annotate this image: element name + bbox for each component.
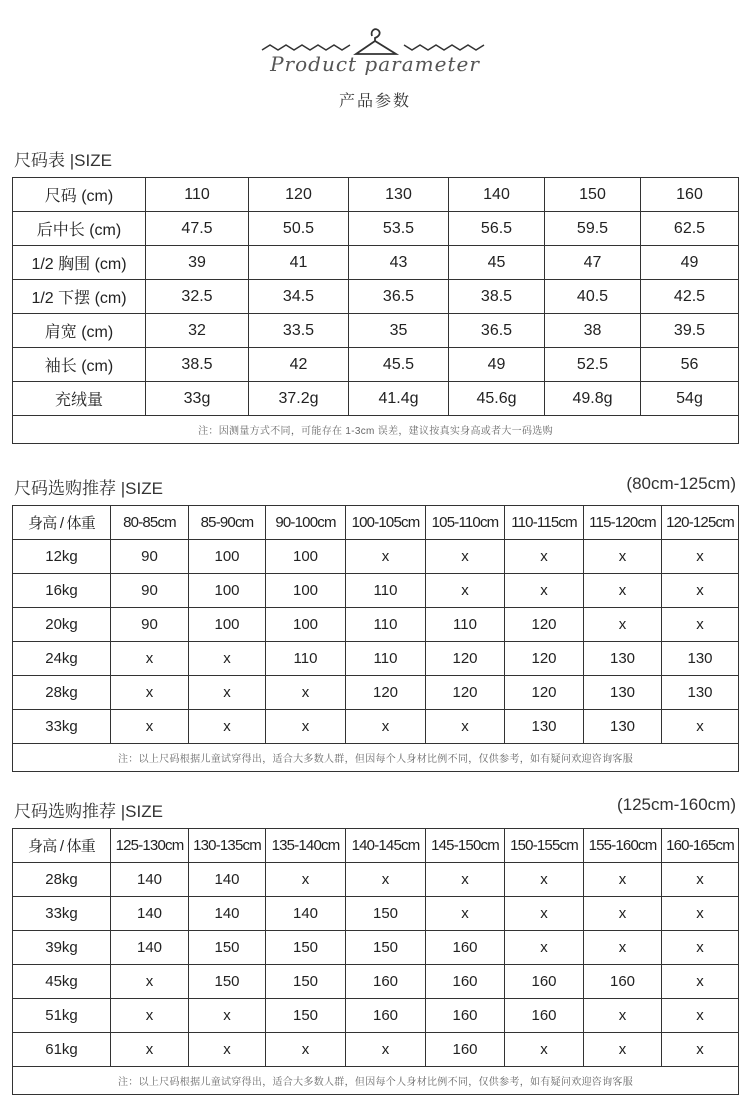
product-parameter-header <box>0 0 750 120</box>
value-cell: 32.5 <box>146 280 249 314</box>
value-cell: 110 <box>346 642 426 676</box>
value-cell: x <box>584 608 662 642</box>
value-cell: 39.5 <box>641 314 739 348</box>
value-cell: x <box>505 1033 584 1067</box>
row-label-cell: 16kg <box>13 574 111 608</box>
value-cell: x <box>662 608 739 642</box>
value-cell: 140 <box>111 931 189 965</box>
value-cell: x <box>189 1033 266 1067</box>
value-cell: 41.4g <box>349 382 449 416</box>
value-cell: 130 <box>505 710 584 744</box>
value-cell: x <box>189 642 266 676</box>
row-label-cell: 尺码 (cm) <box>13 178 146 212</box>
note-row <box>13 1067 739 1095</box>
value-cell: 140 <box>189 897 266 931</box>
table-row <box>13 540 739 574</box>
header-row <box>13 506 739 540</box>
value-cell: x <box>111 710 189 744</box>
value-cell: 34.5 <box>249 280 349 314</box>
row-label-cell: 45kg <box>13 965 111 999</box>
value-cell: x <box>505 863 584 897</box>
value-cell: x <box>662 863 739 897</box>
value-cell: x <box>111 1033 189 1067</box>
table-row <box>13 608 739 642</box>
value-cell: 100 <box>189 540 266 574</box>
value-cell: 100 <box>266 574 346 608</box>
value-cell: x <box>505 931 584 965</box>
value-cell: 140 <box>111 863 189 897</box>
value-cell: x <box>266 710 346 744</box>
value-cell: 160 <box>426 1033 505 1067</box>
value-cell: 49 <box>641 246 739 280</box>
value-cell: x <box>426 574 505 608</box>
page-subtitle: 产品参数 <box>338 91 411 110</box>
value-cell: 110 <box>346 608 426 642</box>
size-table-title: 尺码表 |SIZE <box>14 151 112 170</box>
value-cell: 160 <box>505 999 584 1033</box>
table-row <box>13 999 739 1033</box>
value-cell: x <box>662 897 739 931</box>
value-cell: x <box>346 540 426 574</box>
value-cell: x <box>426 540 505 574</box>
recommend-table-large <box>12 828 739 1095</box>
table-note: 注：以上尺码根据儿童试穿得出，适合大多数人群，但因每个人身材比例不同，仅供参考，如有疑问欢迎咨询客服 <box>13 1067 739 1095</box>
table-row <box>13 965 739 999</box>
value-cell: 47.5 <box>146 212 249 246</box>
value-cell: 56.5 <box>449 212 545 246</box>
value-cell: x <box>505 540 584 574</box>
height-range-header-cell: 130-135cm <box>189 829 266 863</box>
value-cell: x <box>584 897 662 931</box>
table-row <box>13 280 739 314</box>
value-cell: x <box>266 1033 346 1067</box>
value-cell: 100 <box>189 608 266 642</box>
value-cell: 150 <box>189 931 266 965</box>
table-note: 注：以上尺码根据儿童试穿得出，适合大多数人群，但因每个人身材比例不同，仅供参考，如有疑问欢迎咨询客服 <box>13 744 739 772</box>
value-cell: 150 <box>346 931 426 965</box>
table-row <box>13 642 739 676</box>
value-cell: x <box>584 863 662 897</box>
height-range-header-cell: 105-110cm <box>426 506 505 540</box>
height-range-header-cell: 115-120cm <box>584 506 662 540</box>
value-cell: x <box>426 897 505 931</box>
value-cell: 150 <box>266 999 346 1033</box>
value-cell: 110 <box>426 608 505 642</box>
value-cell: 36.5 <box>449 314 545 348</box>
height-range-header-cell: 145-150cm <box>426 829 505 863</box>
row-label-cell: 12kg <box>13 540 111 574</box>
value-cell: 33g <box>146 382 249 416</box>
row-label-cell: 后中长 (cm) <box>13 212 146 246</box>
value-cell: x <box>662 999 739 1033</box>
table-row <box>13 676 739 710</box>
value-cell: 45.5 <box>349 348 449 382</box>
table-note: 注：因测量方式不同，可能存在 1-3cm 误差，建议按真实身高或者大一码选购 <box>13 416 739 444</box>
table-row <box>13 212 739 246</box>
height-range-header-cell: 110-115cm <box>505 506 584 540</box>
value-cell: x <box>584 1033 662 1067</box>
height-range-header-cell: 160-165cm <box>662 829 739 863</box>
value-cell: 110 <box>266 642 346 676</box>
value-cell: x <box>189 999 266 1033</box>
height-range-header-cell: 155-160cm <box>584 829 662 863</box>
value-cell: 100 <box>189 574 266 608</box>
row-label-cell: 28kg <box>13 863 111 897</box>
row-label-cell: 肩宽 (cm) <box>13 314 146 348</box>
value-cell: 160 <box>641 178 739 212</box>
rec-table-2-title: 尺码选购推荐 |SIZE <box>14 802 163 821</box>
value-cell: 140 <box>449 178 545 212</box>
value-cell: 150 <box>266 931 346 965</box>
value-cell: x <box>662 710 739 744</box>
value-cell: x <box>584 574 662 608</box>
value-cell: x <box>346 710 426 744</box>
recommend-table-small <box>12 505 739 772</box>
value-cell: 130 <box>349 178 449 212</box>
value-cell: x <box>505 897 584 931</box>
value-cell: 140 <box>111 897 189 931</box>
value-cell: 130 <box>662 676 739 710</box>
table-row <box>13 1033 739 1067</box>
note-row <box>13 416 739 444</box>
value-cell: 53.5 <box>349 212 449 246</box>
value-cell: x <box>111 676 189 710</box>
height-range-header-cell: 135-140cm <box>266 829 346 863</box>
value-cell: x <box>662 965 739 999</box>
table-row <box>13 348 739 382</box>
value-cell: 45 <box>449 246 545 280</box>
header-row <box>13 829 739 863</box>
value-cell: 120 <box>346 676 426 710</box>
value-cell: 150 <box>545 178 641 212</box>
value-cell: 54g <box>641 382 739 416</box>
height-range-header-cell: 100-105cm <box>346 506 426 540</box>
table-row <box>13 314 739 348</box>
value-cell: 56 <box>641 348 739 382</box>
value-cell: x <box>662 540 739 574</box>
row-label-cell: 33kg <box>13 897 111 931</box>
rec-table-1-title: 尺码选购推荐 |SIZE <box>14 479 163 498</box>
table-row <box>13 931 739 965</box>
value-cell: 42 <box>249 348 349 382</box>
value-cell: x <box>266 676 346 710</box>
value-cell: 160 <box>505 965 584 999</box>
value-cell: 130 <box>662 642 739 676</box>
height-range-header-cell: 125-130cm <box>111 829 189 863</box>
value-cell: 120 <box>505 608 584 642</box>
corner-header-cell: 身高 / 体重 <box>13 506 111 540</box>
value-cell: x <box>346 863 426 897</box>
value-cell: x <box>266 863 346 897</box>
value-cell: 33.5 <box>249 314 349 348</box>
height-range-header-cell: 85-90cm <box>189 506 266 540</box>
value-cell: x <box>189 676 266 710</box>
value-cell: 160 <box>426 965 505 999</box>
row-label-cell: 1/2 胸围 (cm) <box>13 246 146 280</box>
rec-table-2-range: (125cm-160cm) <box>616 795 736 814</box>
value-cell: 36.5 <box>349 280 449 314</box>
value-cell: 120 <box>505 642 584 676</box>
value-cell: x <box>662 574 739 608</box>
table-row <box>13 710 739 744</box>
note-row <box>13 744 739 772</box>
value-cell: 38 <box>545 314 641 348</box>
value-cell: 130 <box>584 642 662 676</box>
table-row <box>13 382 739 416</box>
value-cell: 140 <box>189 863 266 897</box>
value-cell: 90 <box>111 608 189 642</box>
value-cell: 49.8g <box>545 382 641 416</box>
value-cell: 35 <box>349 314 449 348</box>
row-label-cell: 20kg <box>13 608 111 642</box>
value-cell: x <box>662 1033 739 1067</box>
value-cell: 45.6g <box>449 382 545 416</box>
value-cell: x <box>111 965 189 999</box>
value-cell: 160 <box>584 965 662 999</box>
value-cell: 38.5 <box>146 348 249 382</box>
value-cell: 120 <box>426 642 505 676</box>
value-cell: x <box>426 710 505 744</box>
value-cell: x <box>111 999 189 1033</box>
value-cell: x <box>346 1033 426 1067</box>
row-label-cell: 充绒量 <box>13 382 146 416</box>
height-range-header-cell: 120-125cm <box>662 506 739 540</box>
row-label-cell: 61kg <box>13 1033 111 1067</box>
value-cell: x <box>584 999 662 1033</box>
value-cell: 41 <box>249 246 349 280</box>
rec-table-1-range: (80cm-125cm) <box>626 474 736 493</box>
value-cell: 160 <box>346 965 426 999</box>
value-cell: x <box>584 931 662 965</box>
value-cell: 52.5 <box>545 348 641 382</box>
value-cell: 62.5 <box>641 212 739 246</box>
value-cell: 40.5 <box>545 280 641 314</box>
value-cell: 120 <box>505 676 584 710</box>
value-cell: 32 <box>146 314 249 348</box>
value-cell: 38.5 <box>449 280 545 314</box>
table-row <box>13 863 739 897</box>
value-cell: 160 <box>426 999 505 1033</box>
value-cell: 150 <box>346 897 426 931</box>
height-range-header-cell: 150-155cm <box>505 829 584 863</box>
row-label-cell: 33kg <box>13 710 111 744</box>
value-cell: x <box>426 863 505 897</box>
value-cell: 100 <box>266 540 346 574</box>
value-cell: 150 <box>189 965 266 999</box>
value-cell: 37.2g <box>249 382 349 416</box>
row-label-cell: 51kg <box>13 999 111 1033</box>
value-cell: 150 <box>266 965 346 999</box>
value-cell: x <box>584 540 662 574</box>
table-row <box>13 246 739 280</box>
row-label-cell: 袖长 (cm) <box>13 348 146 382</box>
value-cell: x <box>662 931 739 965</box>
value-cell: 160 <box>346 999 426 1033</box>
value-cell: 50.5 <box>249 212 349 246</box>
height-range-header-cell: 90-100cm <box>266 506 346 540</box>
row-label-cell: 39kg <box>13 931 111 965</box>
value-cell: 43 <box>349 246 449 280</box>
value-cell: 49 <box>449 348 545 382</box>
value-cell: 47 <box>545 246 641 280</box>
script-title: Product parameter <box>270 52 480 76</box>
value-cell: 42.5 <box>641 280 739 314</box>
value-cell: 130 <box>584 676 662 710</box>
value-cell: 90 <box>111 574 189 608</box>
height-range-header-cell: 80-85cm <box>111 506 189 540</box>
table-row <box>13 178 739 212</box>
row-label-cell: 24kg <box>13 642 111 676</box>
value-cell: 110 <box>146 178 249 212</box>
size-table <box>12 177 739 444</box>
value-cell: 39 <box>146 246 249 280</box>
value-cell: 120 <box>426 676 505 710</box>
table-row <box>13 574 739 608</box>
row-label-cell: 28kg <box>13 676 111 710</box>
value-cell: x <box>505 574 584 608</box>
value-cell: 140 <box>266 897 346 931</box>
row-label-cell: 1/2 下摆 (cm) <box>13 280 146 314</box>
value-cell: x <box>111 642 189 676</box>
table-row <box>13 897 739 931</box>
value-cell: 90 <box>111 540 189 574</box>
value-cell: 130 <box>584 710 662 744</box>
height-range-header-cell: 140-145cm <box>346 829 426 863</box>
value-cell: 160 <box>426 931 505 965</box>
value-cell: x <box>189 710 266 744</box>
value-cell: 59.5 <box>545 212 641 246</box>
value-cell: 120 <box>249 178 349 212</box>
corner-header-cell: 身高 / 体重 <box>13 829 111 863</box>
value-cell: 110 <box>346 574 426 608</box>
value-cell: 100 <box>266 608 346 642</box>
